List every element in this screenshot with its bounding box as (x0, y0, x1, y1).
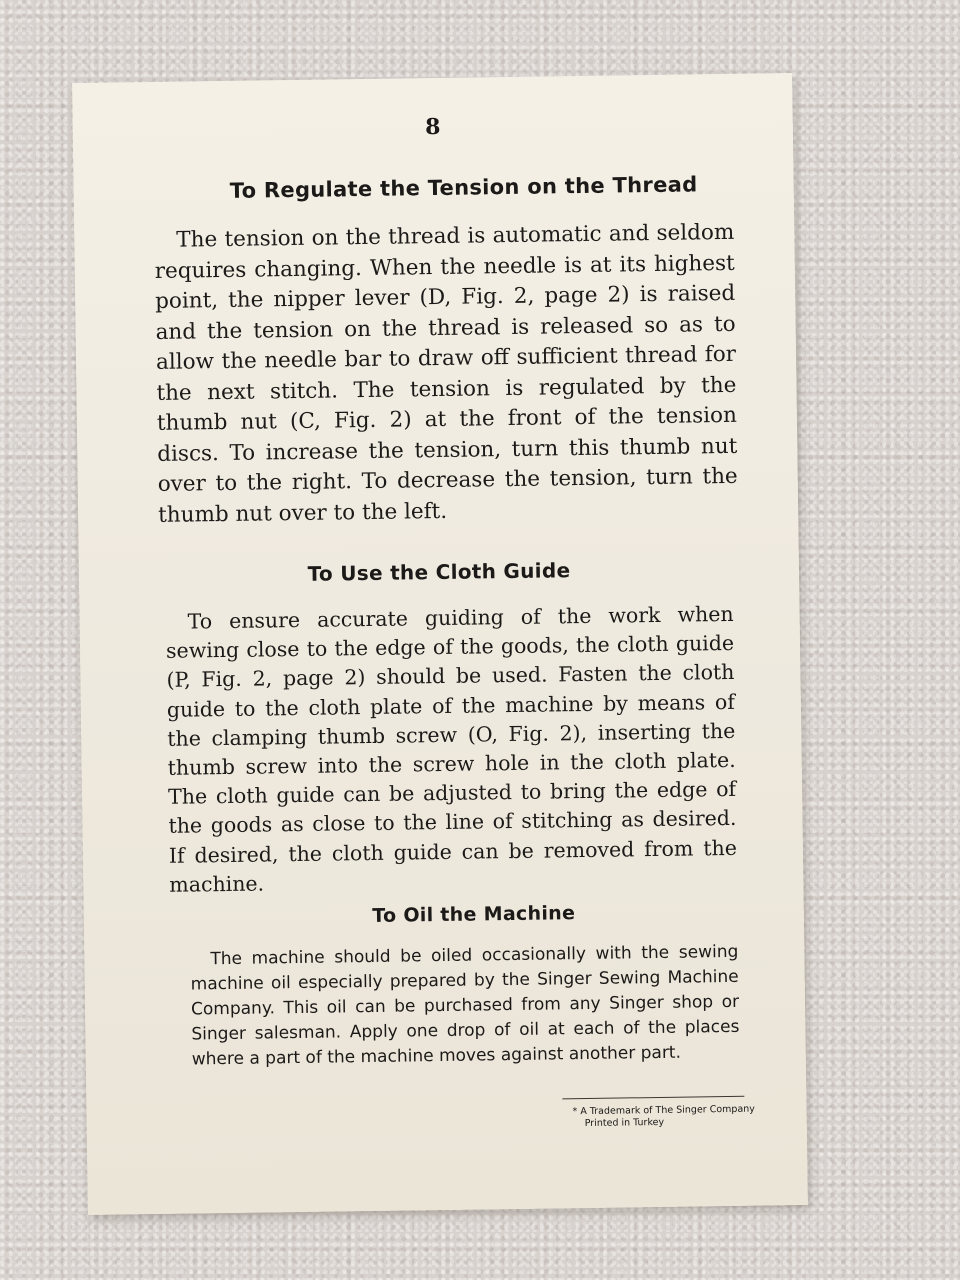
manual-page (72, 73, 808, 1215)
printed-note: Printed in Turkey (584, 1116, 665, 1130)
trademark-note: * A Trademark of The Singer Company (572, 1103, 755, 1118)
paragraph-oil-machine: The machine should be oiled occasionally with the sewing machine oil especially prepared by the Singer Sewing Machine Company. This oil can be purchased from any Singer shop or Singer salesman. Apply one drop of oil at each of the places where a part of the machine moves against another part. (190, 941, 740, 1070)
heading-tension: To Regulate the Tension on the Thread (229, 172, 698, 203)
paragraph-cloth-guide: To ensure accurate guiding of the work when sewing close to the edge of the goods, the cloth guide (P, Fig. 2, page 2) should be used. Fasten the cloth guide to the cloth plate of the machine by means of the clamping thumb screw (O, Fig. 2), inserting the thumb screw into the screw hole in the cloth plate. The cloth guide can be adjusted to bring the edge of the goods as close to the line of stitching as desired. If desired, the cloth guide can be removed from the machine. (165, 601, 738, 897)
heading-cloth-guide: To Use the Cloth Guide (307, 558, 571, 586)
paragraph-tension: The tension on the thread is automatic and seldom requires changing. When the needle is at its highest point, the nipper lever (D, Fig. 2, page 2) is raised and the tension on the thread is released so as to allow the needle bar to draw off sufficient thread for the next stitch. The tension is regulated by the thumb nut (C, Fig. 2) at the front of the tension discs. To increase the tension, turn this thumb nut over to the right. To decrease the tension, turn the thumb nut over to the left. (154, 219, 738, 528)
page-number: 8 (424, 113, 441, 141)
heading-oil-machine: To Oil the Machine (372, 902, 576, 927)
footnote (572, 1103, 772, 1130)
footnote-divider (562, 1096, 744, 1100)
